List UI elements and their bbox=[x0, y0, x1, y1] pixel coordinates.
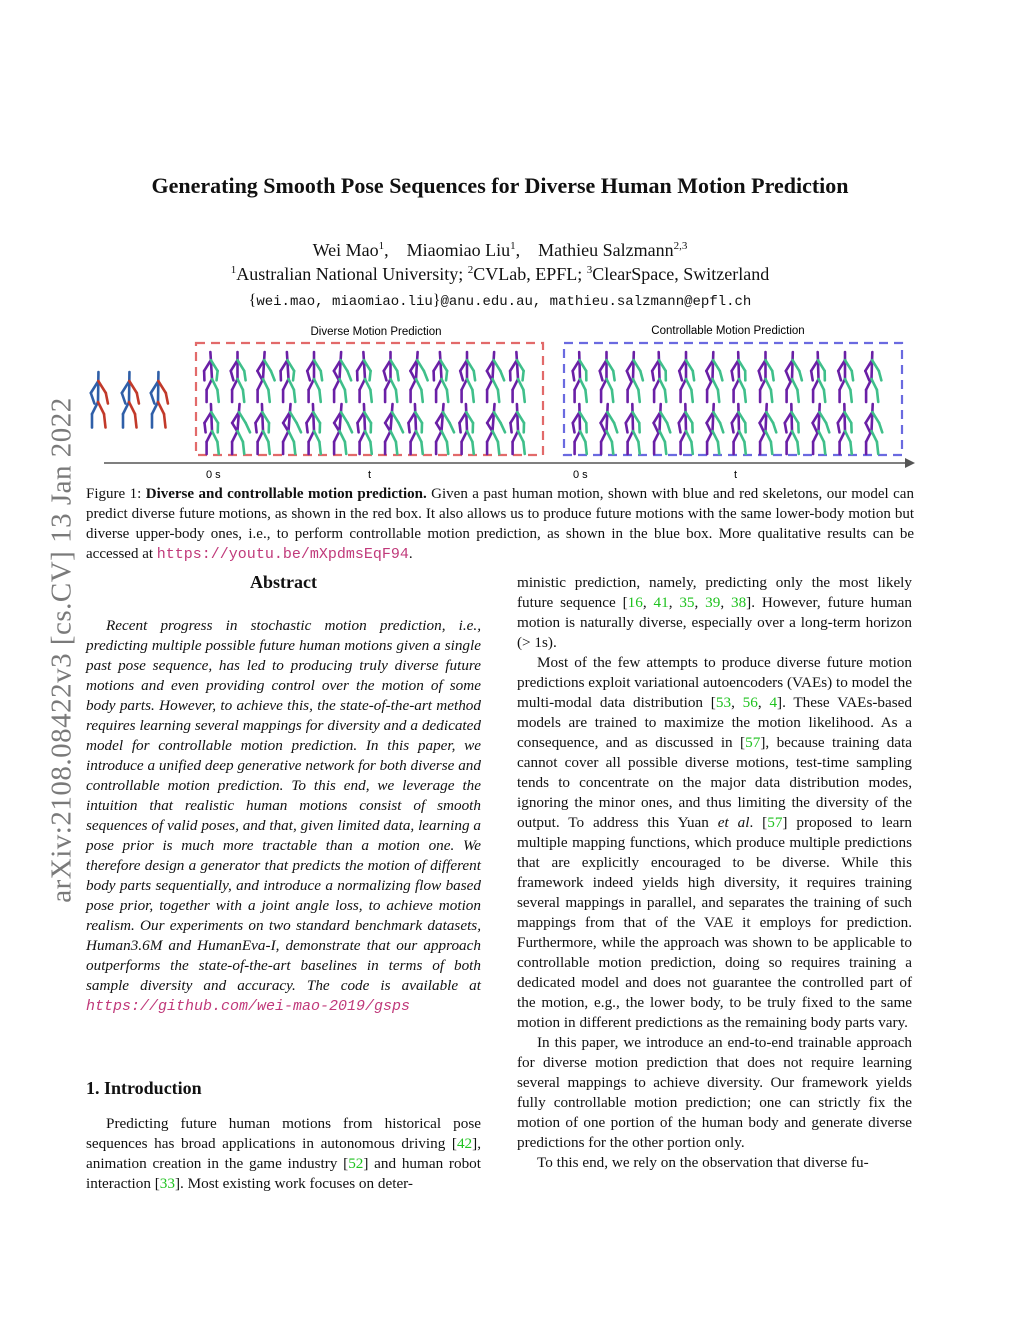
body-text-part: ]. However, future human motion is naturally diverse, especially over a long-term horizon (> 1s). bbox=[517, 594, 913, 651]
tick-start-right: 0 s bbox=[573, 469, 588, 481]
body-text-part: ]. These VAEs-based models are trained to maximize the motion likelihood. As a consequence, and as discussed in [ bbox=[517, 694, 912, 751]
body-text-part: Most of the few attempts to produce diverse future motion predictions exploit variational autoencoders (VAEs) to model the multi-modal data distribution [ bbox=[517, 654, 912, 711]
figure-label-controllable: Controllable Motion Prediction bbox=[651, 325, 805, 337]
past-skeleton bbox=[91, 372, 108, 428]
abstract-body: Recent progress in stochastic motion prediction, i.e., predicting multiple possible future human motions given a single past pose sequence, has led to producing truly diverse future motions and even providing control over the motion of some body parts. However, to achieve this, the state-of-the-art method requires learning several mappings for diversity and a dedicated model for controllable motion prediction. In this paper, we introduce a unified deep generative network for both diverse and controllable motion prediction. To this end, we leverage the intuition that realistic human motions consist of smooth sequences of valid poses, and that, given limited data, learning a pose prior is much more tractable than a motion one. We therefore design a generator that predicts the motion of different body parts sequentially, and introduce a normalizing flow based pose prior, together with a joint angle loss, to achieve motion realism. Our experiments on two standard benchmark datasets, Human3.6M and HumanEva-I, demonstrate that our approach outperforms the state-of-the-art baselines in terms of both sample diversity and accuracy. The code is available at bbox=[86, 617, 481, 994]
controllable-skeleton bbox=[732, 352, 746, 402]
abstract-text bbox=[86, 616, 481, 1017]
et-al: et al bbox=[717, 814, 750, 831]
intro-text-part: ], animation creation in the game industry [ bbox=[86, 1135, 481, 1172]
figure-label-diverse: Diverse Motion Prediction bbox=[310, 326, 442, 338]
tick-t-right: t bbox=[734, 469, 738, 481]
body-text-part: ], because training data cannot cover all possible diverse motions, test-time sampling tends to concentrate on the major data distribution modes, ignoring the minor ones, and thus limiting the diversity of the output. To address this Yuan bbox=[517, 734, 913, 831]
controllable-skeleton bbox=[785, 404, 799, 454]
controllable-skeleton bbox=[600, 352, 615, 402]
citation-link[interactable]: 4 bbox=[769, 694, 778, 711]
diverse-skeleton bbox=[334, 352, 351, 402]
citation-link[interactable]: 57 bbox=[767, 814, 783, 831]
diverse-skeleton bbox=[231, 352, 246, 402]
affil-text: ClearSpace, Switzerland bbox=[592, 264, 770, 284]
controllable-skeleton bbox=[866, 404, 883, 454]
caption-video-link[interactable]: https://youtu.be/mXpdmsEqF94 bbox=[156, 546, 409, 563]
controllable-skeleton bbox=[813, 404, 830, 454]
citation-link[interactable]: 57 bbox=[745, 734, 761, 751]
intro-text-part: Predicting future human motions from historical pose sequences has broad applications in autonomous driving [ bbox=[86, 1115, 481, 1152]
diverse-skeleton bbox=[510, 352, 525, 402]
affiliations bbox=[0, 264, 1000, 285]
tick-start-left: 0 s bbox=[206, 469, 221, 481]
controllable-skeleton bbox=[707, 404, 724, 454]
author-sup: 1 bbox=[510, 240, 516, 252]
figure-caption bbox=[86, 484, 914, 565]
controllable-skeleton bbox=[654, 404, 671, 454]
body-text-part: ] proposed to learn multiple mapping functions, which produce multiple predictions that are explicitly encouraged to be diverse. While this framework indeed yields high diversity, it requires training several mappings in parallel, and separates the training of such mappings from that of the VAE it employs for prediction. Furthermore, while the approach was shown to be applicable to controllable motion prediction, doing so requires training a dedicated model and does not guarantee the controlled part of the motion, e.g., the lower body, to be truly fixed to the same motion in different predictions as the remaining body parts vary. bbox=[517, 814, 912, 1031]
controllable-skeleton bbox=[573, 352, 587, 402]
diverse-skeleton bbox=[232, 404, 250, 454]
tick-t-left: t bbox=[368, 469, 372, 481]
diverse-skeleton bbox=[307, 352, 322, 402]
citation-link[interactable]: 42 bbox=[456, 1135, 473, 1152]
diverse-skeleton bbox=[410, 352, 427, 402]
citation-link[interactable]: 16 bbox=[627, 594, 643, 611]
past-skeleton bbox=[151, 372, 168, 428]
diverse-skeleton bbox=[436, 404, 454, 454]
affil-sup: 3 bbox=[586, 264, 593, 276]
body-text-part: ministic prediction, namely, predicting only the most likely future sequence [ bbox=[517, 574, 912, 611]
controllable-skeleton bbox=[760, 404, 777, 454]
diverse-skeleton bbox=[306, 404, 320, 454]
diverse-skeleton bbox=[434, 352, 449, 402]
author-list: Wei Mao$^1$, Miaomiao Liu$^1$, Mathieu Salzmann$^{2,3}$ bbox=[312, 240, 688, 260]
paper-title: Generating Smooth Pose Sequences for Diverse Human Motion Prediction bbox=[151, 173, 849, 198]
citation-link[interactable]: 53 bbox=[715, 694, 732, 711]
diverse-skeleton bbox=[384, 352, 399, 402]
citation-link[interactable]: 33 bbox=[159, 1175, 175, 1192]
skeleton-figures bbox=[91, 352, 882, 454]
controllable-skeleton bbox=[759, 352, 774, 402]
controllable-skeleton bbox=[573, 404, 587, 454]
abstract-heading: Abstract bbox=[250, 572, 317, 592]
citation-link[interactable]: 41 bbox=[653, 594, 669, 611]
controllable-skeleton bbox=[679, 404, 693, 454]
affil-text: CVLab, EPFL; bbox=[473, 264, 583, 284]
citation-link[interactable]: 56 bbox=[742, 694, 758, 711]
diverse-skeleton bbox=[283, 404, 301, 454]
citation-link[interactable]: 35 bbox=[679, 594, 695, 611]
controllable-skeleton bbox=[706, 352, 722, 402]
diverse-skeleton bbox=[357, 352, 372, 402]
controllable-skeleton bbox=[679, 352, 694, 402]
diverse-skeleton bbox=[385, 404, 403, 454]
citation-link[interactable]: 39 bbox=[705, 594, 721, 611]
citation-link[interactable]: 52 bbox=[348, 1155, 364, 1172]
controllable-skeleton bbox=[865, 352, 881, 402]
controllable-skeleton bbox=[652, 352, 666, 402]
diverse-skeleton bbox=[487, 404, 505, 454]
figure-1 bbox=[0, 318, 1024, 484]
controllable-skeleton bbox=[626, 404, 640, 454]
email-brace-open: { bbox=[248, 292, 257, 309]
controllable-skeleton bbox=[786, 352, 802, 402]
caption-end: . bbox=[408, 546, 413, 562]
email-rest: @anu.edu.au, mathieu.salzmann@epfl.ch bbox=[440, 294, 752, 310]
affil-sup: 2 bbox=[467, 264, 474, 276]
intro-heading: 1. Introduction bbox=[86, 1078, 202, 1098]
controllable-skeleton bbox=[627, 352, 643, 402]
email-brace-close: } bbox=[432, 292, 441, 309]
citation-link[interactable]: 38 bbox=[730, 594, 747, 611]
author-name: Wei Mao bbox=[312, 240, 379, 260]
diverse-skeleton bbox=[257, 352, 274, 402]
controllable-skeleton bbox=[811, 352, 825, 402]
code-link[interactable]: https://github.com/wei-mao-2019/gsps bbox=[86, 998, 411, 1015]
caption-body: Given a past human motion, shown with blue and red skeletons, our model can predict diverse future motions, as shown in the red box. It also allows us to produce future motions with the same lower-body motion but diverse upper-body ones, i.e., to perform controllable motion prediction, as shown in the blue box. More qualitative results can be accessed at bbox=[86, 486, 914, 562]
controllable-skeleton bbox=[838, 352, 853, 402]
caption-prefix: Figure 1: bbox=[86, 486, 146, 502]
paragraph: To this end, we rely on the observation that diverse fu- bbox=[537, 1154, 869, 1171]
diverse-skeleton bbox=[357, 404, 371, 454]
intro-text bbox=[86, 1114, 481, 1194]
diverse-skeleton bbox=[255, 404, 269, 454]
affil-text: Australian National University; bbox=[236, 264, 464, 284]
author-emails bbox=[0, 292, 1000, 310]
diverse-skeleton bbox=[408, 404, 422, 454]
author-name: Mathieu Salzmann bbox=[538, 240, 674, 260]
paragraph: In this paper, we introduce an end-to-end trainable approach for diverse motion prediction that does not require learning several mappings to achieve diversity. Our framework yields fully controllable motion prediction; one can strictly fix the motion of one portion of the human body and generate diverse predictions for the other portion only. bbox=[517, 1034, 912, 1151]
intro-text-part: ]. Most existing work focuses on deter- bbox=[174, 1175, 413, 1192]
time-axis-arrow bbox=[905, 458, 915, 468]
affil-sup: 1 bbox=[230, 264, 237, 276]
controllable-skeleton bbox=[732, 404, 746, 454]
diverse-skeleton bbox=[459, 404, 473, 454]
past-skeleton bbox=[122, 372, 139, 428]
diverse-skeleton bbox=[460, 352, 475, 402]
controllable-skeleton bbox=[601, 404, 618, 454]
diverse-skeleton bbox=[204, 352, 219, 402]
author-sup: 2,3 bbox=[673, 240, 688, 252]
diverse-skeleton bbox=[204, 404, 218, 454]
diverse-skeleton bbox=[281, 352, 296, 402]
diverse-skeleton bbox=[510, 404, 524, 454]
controllable-skeleton bbox=[838, 404, 852, 454]
arxiv-identifier: arXiv:2108.08422v3 [cs.CV] 13 Jan 2022 bbox=[45, 397, 78, 903]
author-name: Miaomiao Liu bbox=[406, 240, 511, 260]
body-text-part: . [ bbox=[749, 814, 768, 831]
diverse-skeleton bbox=[487, 352, 504, 402]
right-column-text: ministic prediction, namely, predicting only the most likely future sequence [16, 41, 35, 39, 38]. However, future human motion is naturally diverse, especially over a long-term horizon (> 1s). Most of the few attempts to produce diverse future motion predictions exploit variational autoencoders (VAEs) to model the multi-modal data distribution [53, 56, 4]. These VAEs-based models are trained to maximize the motion likelihood. As a consequence, and as discussed in [57], because training data cannot cover all possible diverse motions, test-time sampling tends to concentrate on the major data distribution modes, ignoring the minor ones, and thus limiting the diversity of the output. To address this Yuan et al. [57] proposed to learn multiple mapping functions, which produce multiple predictions that are explicitly encouraged to be diverse. While this framework indeed yields high diversity, it requires training several mappings in parallel, and separates the training of such mappings from that of the VAE it employs for prediction. Furthermore, while the approach was shown to be applicable to controllable motion prediction, doing so requires training a dedicated model and does not guarantee the controlled part of the motion, e.g., the lower body, to be truly fixed to the same motion in different predictions as the remaining body parts vary. In this paper, we introduce an end-to-end trainable approach for diverse motion prediction that does not require learning several mappings to achieve diversity. Our framework yields fully controllable motion prediction; one can strictly fix the motion of one portion of the human body and generate diverse predictions for the other portion only. To this end, we rely on the observation that diverse fu- bbox=[517, 574, 913, 1171]
intro-text-part: ] and human robot interaction [ bbox=[86, 1155, 481, 1192]
caption-bold: Diverse and controllable motion prediction. bbox=[145, 486, 427, 502]
diverse-skeleton bbox=[334, 404, 352, 454]
email-group: wei.mao, miaomiao.liu bbox=[256, 294, 433, 310]
author-sup: 1 bbox=[378, 240, 385, 252]
